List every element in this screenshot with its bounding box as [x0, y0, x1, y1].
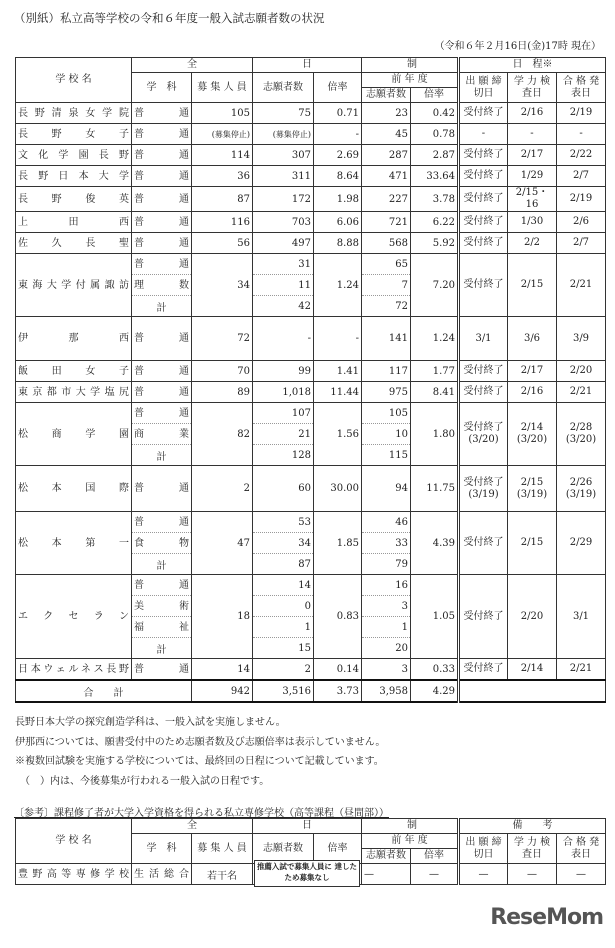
result-date: 3/1 — [557, 575, 606, 659]
header-school: 学 校 名 — [16, 58, 132, 103]
school-name: 東京都市大学塩尻 — [16, 382, 132, 403]
applicants: 0 — [253, 596, 314, 617]
exam-date: 2/20 — [508, 575, 557, 659]
prev-applicants: 45 — [362, 124, 411, 145]
subject-name: 普 通 — [132, 403, 192, 424]
applicants: 703 — [253, 212, 314, 233]
deadline: 受付終了 (3/20) — [459, 403, 508, 466]
subject-name: 福 祉 — [132, 617, 192, 638]
prev-applicants: 65 — [362, 254, 411, 275]
result-date: - — [557, 124, 606, 145]
prev-ratio: 0.33 — [411, 659, 459, 681]
deadline: 受付終了 (3/19) — [459, 466, 508, 512]
exam-date: 2/17 — [508, 361, 557, 382]
result-date: 2/28 (3/20) — [557, 403, 606, 466]
result-date: 2/21 — [557, 659, 606, 681]
applicants: 31 — [253, 254, 314, 275]
subject-name: 商 業 — [132, 424, 192, 445]
ratio: 0.83 — [314, 575, 362, 659]
applicants: 128 — [253, 445, 314, 466]
prev-applicants: 227 — [362, 187, 411, 212]
header-exam: 学 力 検査日 — [508, 73, 557, 103]
applicants: 21 — [253, 424, 314, 445]
note: 伊那西については、願書受付中のため志願者数及び志願倍率は表示していません。 — [15, 736, 386, 748]
ref-header-capacity: 募 集 人 員 — [192, 834, 253, 864]
notes — [15, 713, 385, 791]
total-prev-applicants: 3,958 — [362, 680, 411, 702]
school-name: 日本ウェルネス長野 — [16, 659, 132, 681]
subject-total-label: 計 — [132, 445, 192, 466]
ratio: 2.69 — [314, 145, 362, 166]
capacity: 89 — [192, 382, 253, 403]
applicants: 311 — [253, 166, 314, 187]
result-date: 2/21 — [557, 382, 606, 403]
ref-header-sei: 制 — [362, 819, 459, 834]
school-name: 佐久長聖 — [16, 233, 132, 254]
applicants: 34 — [253, 533, 314, 554]
note: 長野日本大学の探究創造学科は、一般入試を実施しません。 — [15, 717, 286, 728]
prev-ratio: 1.77 — [411, 361, 459, 382]
reference-title: 〔参考〕課程修了者が大学入学資格を得られる私立専修学校（高等課程（昼間部）） — [14, 808, 389, 819]
prev-ratio: 0.42 — [411, 103, 459, 124]
deadline: 受付終了 — [459, 212, 508, 233]
subject-name: 食 物 — [132, 533, 192, 554]
total-schedule-empty — [459, 680, 606, 702]
capacity: 70 — [192, 361, 253, 382]
subject-total-label: 計 — [132, 296, 192, 317]
deadline: 受付終了 — [459, 254, 508, 317]
capacity: 82 — [192, 403, 253, 466]
applicants: 42 — [253, 296, 314, 317]
prev-applicants: 975 — [362, 382, 411, 403]
school-row — [16, 187, 606, 212]
result-date: 2/21 — [557, 254, 606, 317]
subject-name: 普 通 — [132, 575, 192, 596]
capacity: (募集停止) — [192, 124, 253, 145]
result-date: 2/26 (3/19) — [557, 466, 606, 512]
school-row — [16, 361, 606, 382]
prev-applicants: 287 — [362, 145, 411, 166]
prev-applicants: 721 — [362, 212, 411, 233]
school-row — [16, 103, 606, 124]
applicants: 107 — [253, 403, 314, 424]
ref-header-result: 合 格 発表日 — [557, 834, 606, 864]
ref-capacity: 若干名 — [192, 864, 253, 885]
subject-name: 普 通 — [132, 512, 192, 533]
school-row — [16, 382, 606, 403]
prev-ratio: 4.39 — [411, 512, 459, 575]
school-name: 飯田女子 — [16, 361, 132, 382]
exam-date: 2/2 — [508, 233, 557, 254]
ref-header-applicants: 志願者数 — [253, 834, 314, 864]
prev-ratio: 11.75 — [411, 466, 459, 512]
prev-applicants: 471 — [362, 166, 411, 187]
school-name: 長野清泉女学院 — [16, 103, 132, 124]
deadline: - — [459, 124, 508, 145]
total-prev-ratio: 4.29 — [411, 680, 459, 702]
header-schedule: 日 程※ — [459, 58, 606, 73]
ratio: 1.56 — [314, 403, 362, 466]
header-zen: 全 — [132, 58, 253, 73]
subject-total-label: 計 — [132, 554, 192, 575]
school-name: 長野俊英 — [16, 187, 132, 212]
deadline: 受付終了 — [459, 361, 508, 382]
ref-exam: — — [508, 864, 557, 885]
school-row — [16, 254, 606, 275]
result-date: 2/29 — [557, 512, 606, 575]
capacity: 34 — [192, 254, 253, 317]
capacity: 105 — [192, 103, 253, 124]
deadline: 受付終了 — [459, 166, 508, 187]
header-nichi: 日 — [253, 58, 362, 73]
prev-applicants: 16 — [362, 575, 411, 596]
applicants-table — [15, 57, 606, 703]
ratio: 8.88 — [314, 233, 362, 254]
total-capacity: 942 — [192, 680, 253, 702]
school-name: 文化学園長野 — [16, 145, 132, 166]
capacity: 14 — [192, 659, 253, 681]
ratio: 0.14 — [314, 659, 362, 681]
ref-header-subject: 学 科 — [132, 834, 192, 864]
deadline: 受付終了 — [459, 233, 508, 254]
subject-name: 普 通 — [132, 103, 192, 124]
prev-applicants: 94 — [362, 466, 411, 512]
capacity: 2 — [192, 466, 253, 512]
subject-name: 普 通 — [132, 466, 192, 512]
capacity: 47 — [192, 512, 253, 575]
prev-applicants: 46 — [362, 512, 411, 533]
prev-applicants: 20 — [362, 638, 411, 659]
prev-applicants: 3 — [362, 659, 411, 681]
exam-date: 2/16 — [508, 103, 557, 124]
applicants: 53 — [253, 512, 314, 533]
ref-school-name: 豊野高等専修学校 — [16, 864, 132, 885]
prev-ratio: 3.78 — [411, 187, 459, 212]
ratio: 8.64 — [314, 166, 362, 187]
page-title: （別紙）私立高等学校の令和６年度一般入試志願者数の状況 — [14, 11, 325, 25]
subject-total-label: 計 — [132, 638, 192, 659]
result-date: 2/19 — [557, 187, 606, 212]
applicants: 60 — [253, 466, 314, 512]
subject-name: 美 術 — [132, 596, 192, 617]
school-name: 伊那西 — [16, 317, 132, 361]
ref-header-nichi: 日 — [253, 819, 362, 834]
ref-prev-ratio: — — [411, 864, 459, 885]
prev-applicants: 10 — [362, 424, 411, 445]
applicants: 87 — [253, 554, 314, 575]
note: （ ）内は、今後募集が行われる一般入試の日程です。 — [15, 775, 270, 787]
deadline: 受付終了 — [459, 145, 508, 166]
subject-name: 普 通 — [132, 317, 192, 361]
exam-date: 2/15・16 — [508, 187, 557, 212]
prev-ratio: 5.92 — [411, 233, 459, 254]
school-row — [16, 166, 606, 187]
header-prev-ratio: 倍率 — [411, 88, 459, 103]
ref-subject: 生活総合 — [132, 864, 192, 885]
ratio: 6.06 — [314, 212, 362, 233]
exam-date: 2/16 — [508, 382, 557, 403]
prev-applicants: 3 — [362, 596, 411, 617]
ratio: - — [314, 317, 362, 361]
prev-applicants: 33 — [362, 533, 411, 554]
header-sei: 制 — [362, 58, 459, 73]
header-result: 合 格 発表日 — [557, 73, 606, 103]
no-recruitment-stamp: 推薦入試で募集人員に 達したため募集なし — [254, 860, 360, 887]
total-ratio: 3.73 — [314, 680, 362, 702]
prev-ratio: 6.22 — [411, 212, 459, 233]
ratio: 1.41 — [314, 361, 362, 382]
school-row — [16, 403, 606, 424]
ref-header-prev-year: 前 年 度 — [362, 834, 459, 849]
deadline: 受付終了 — [459, 512, 508, 575]
capacity: 56 — [192, 233, 253, 254]
applicants: 2 — [253, 659, 314, 681]
subject-name: 普 通 — [132, 233, 192, 254]
as-of-date: （令和６年２月16日(金)17時 現在） — [434, 41, 601, 52]
subject-name: 普 通 — [132, 659, 192, 681]
school-name: 長野日本大学 — [16, 166, 132, 187]
prev-ratio: 1.05 — [411, 575, 459, 659]
applicants: 99 — [253, 361, 314, 382]
result-date: 2/6 — [557, 212, 606, 233]
deadline: 受付終了 — [459, 575, 508, 659]
result-date: 2/7 — [557, 166, 606, 187]
resemom-logo: ReseMom — [490, 905, 603, 930]
ratio: 1.98 — [314, 187, 362, 212]
ratio: - — [314, 124, 362, 145]
school-row — [16, 575, 606, 596]
applicants: (募集停止) — [253, 124, 314, 145]
exam-date: 2/14 — [508, 659, 557, 681]
deadline: 受付終了 — [459, 382, 508, 403]
exam-date: 2/15 (3/19) — [508, 466, 557, 512]
school-name: 松本国際 — [16, 466, 132, 512]
total-label: 合 計 — [16, 680, 192, 702]
applicants: 15 — [253, 638, 314, 659]
header-applicants: 志願者数 — [253, 73, 314, 103]
school-name: 東海大学付属諏訪 — [16, 254, 132, 317]
ref-header-prev-applicants: 志願者数 — [362, 849, 411, 864]
exam-date: 2/15 — [508, 254, 557, 317]
ratio: 30.00 — [314, 466, 362, 512]
ref-header-prev-ratio: 倍率 — [411, 849, 459, 864]
ref-header-remarks: 備 考 — [459, 819, 606, 834]
school-row — [16, 212, 606, 233]
applicants: 75 — [253, 103, 314, 124]
school-name: 長野女子 — [16, 124, 132, 145]
applicants: - — [253, 317, 314, 361]
note: ※複数回試験を実施する学校については、最終回の日程について記載しています。 — [15, 756, 384, 767]
result-date: 3/9 — [557, 317, 606, 361]
prev-applicants: 7 — [362, 275, 411, 296]
total-applicants: 3,516 — [253, 680, 314, 702]
school-row — [16, 466, 606, 512]
school-row — [16, 659, 606, 681]
school-name: 松本第一 — [16, 512, 132, 575]
applicants: 1,018 — [253, 382, 314, 403]
subject-name: 普 通 — [132, 254, 192, 275]
prev-applicants: 105 — [362, 403, 411, 424]
applicants: 1 — [253, 617, 314, 638]
applicants: 14 — [253, 575, 314, 596]
result-date: 2/22 — [557, 145, 606, 166]
ref-deadline: — — [459, 864, 508, 885]
header-ratio: 倍率 — [314, 73, 362, 103]
prev-applicants: 23 — [362, 103, 411, 124]
capacity: 87 — [192, 187, 253, 212]
exam-date: 2/17 — [508, 145, 557, 166]
header-prev-year: 前 年 度 — [362, 73, 459, 88]
prev-applicants: 115 — [362, 445, 411, 466]
result-date: 2/20 — [557, 361, 606, 382]
capacity: 114 — [192, 145, 253, 166]
ratio: 0.71 — [314, 103, 362, 124]
prev-ratio: 8.41 — [411, 382, 459, 403]
prev-ratio: 1.80 — [411, 403, 459, 466]
ref-header-ratio: 倍率 — [314, 834, 362, 864]
subject-name: 普 通 — [132, 212, 192, 233]
deadline: 受付終了 — [459, 103, 508, 124]
exam-date: 1/29 — [508, 166, 557, 187]
school-name: 上田西 — [16, 212, 132, 233]
header-capacity: 募 集 人 員 — [192, 73, 253, 103]
prev-ratio: 1.24 — [411, 317, 459, 361]
result-date: 2/19 — [557, 103, 606, 124]
school-row — [16, 124, 606, 145]
applicants: 497 — [253, 233, 314, 254]
ref-prev-applicants: — — [362, 864, 411, 885]
grand-total-row — [16, 680, 606, 702]
school-name: 松商学園 — [16, 403, 132, 466]
subject-name: 普 通 — [132, 166, 192, 187]
applicants: 172 — [253, 187, 314, 212]
ref-header-zen: 全 — [132, 819, 253, 834]
prev-ratio: 2.87 — [411, 145, 459, 166]
header-deadline: 出 願 締切日 — [459, 73, 508, 103]
capacity: 116 — [192, 212, 253, 233]
subject-name: 普 通 — [132, 124, 192, 145]
header-prev-applicants: 志願者数 — [362, 88, 411, 103]
header-subject: 学 科 — [132, 73, 192, 103]
subject-name: 普 通 — [132, 187, 192, 212]
prev-applicants: 568 — [362, 233, 411, 254]
school-row — [16, 233, 606, 254]
applicants: 11 — [253, 275, 314, 296]
exam-date: 3/6 — [508, 317, 557, 361]
prev-applicants: 79 — [362, 554, 411, 575]
school-row — [16, 145, 606, 166]
subject-name: 普 通 — [132, 361, 192, 382]
ref-header-exam: 学 力 検査日 — [508, 834, 557, 864]
subject-name: 普 通 — [132, 145, 192, 166]
exam-date: 2/14 (3/20) — [508, 403, 557, 466]
result-date: 2/7 — [557, 233, 606, 254]
ratio: 1.24 — [314, 254, 362, 317]
prev-applicants: 141 — [362, 317, 411, 361]
deadline: 受付終了 — [459, 187, 508, 212]
deadline: 3/1 — [459, 317, 508, 361]
exam-date: 2/15 — [508, 512, 557, 575]
school-name: エクセラン — [16, 575, 132, 659]
ref-result: — — [557, 864, 606, 885]
capacity: 18 — [192, 575, 253, 659]
school-row — [16, 512, 606, 533]
subject-name: 普 通 — [132, 382, 192, 403]
prev-ratio: 33.64 — [411, 166, 459, 187]
school-row — [16, 317, 606, 361]
prev-applicants: 1 — [362, 617, 411, 638]
ref-header-school: 学 校 名 — [16, 819, 132, 864]
prev-applicants: 117 — [362, 361, 411, 382]
exam-date: - — [508, 124, 557, 145]
ratio: 1.85 — [314, 512, 362, 575]
ratio: 11.44 — [314, 382, 362, 403]
capacity: 72 — [192, 317, 253, 361]
capacity: 36 — [192, 166, 253, 187]
exam-date: 1/30 — [508, 212, 557, 233]
subject-name: 理 数 — [132, 275, 192, 296]
applicants: 307 — [253, 145, 314, 166]
deadline: 受付終了 — [459, 659, 508, 681]
prev-ratio: 7.20 — [411, 254, 459, 317]
prev-applicants: 72 — [362, 296, 411, 317]
prev-ratio: 0.78 — [411, 124, 459, 145]
ref-header-deadline: 出 願 締切日 — [459, 834, 508, 864]
